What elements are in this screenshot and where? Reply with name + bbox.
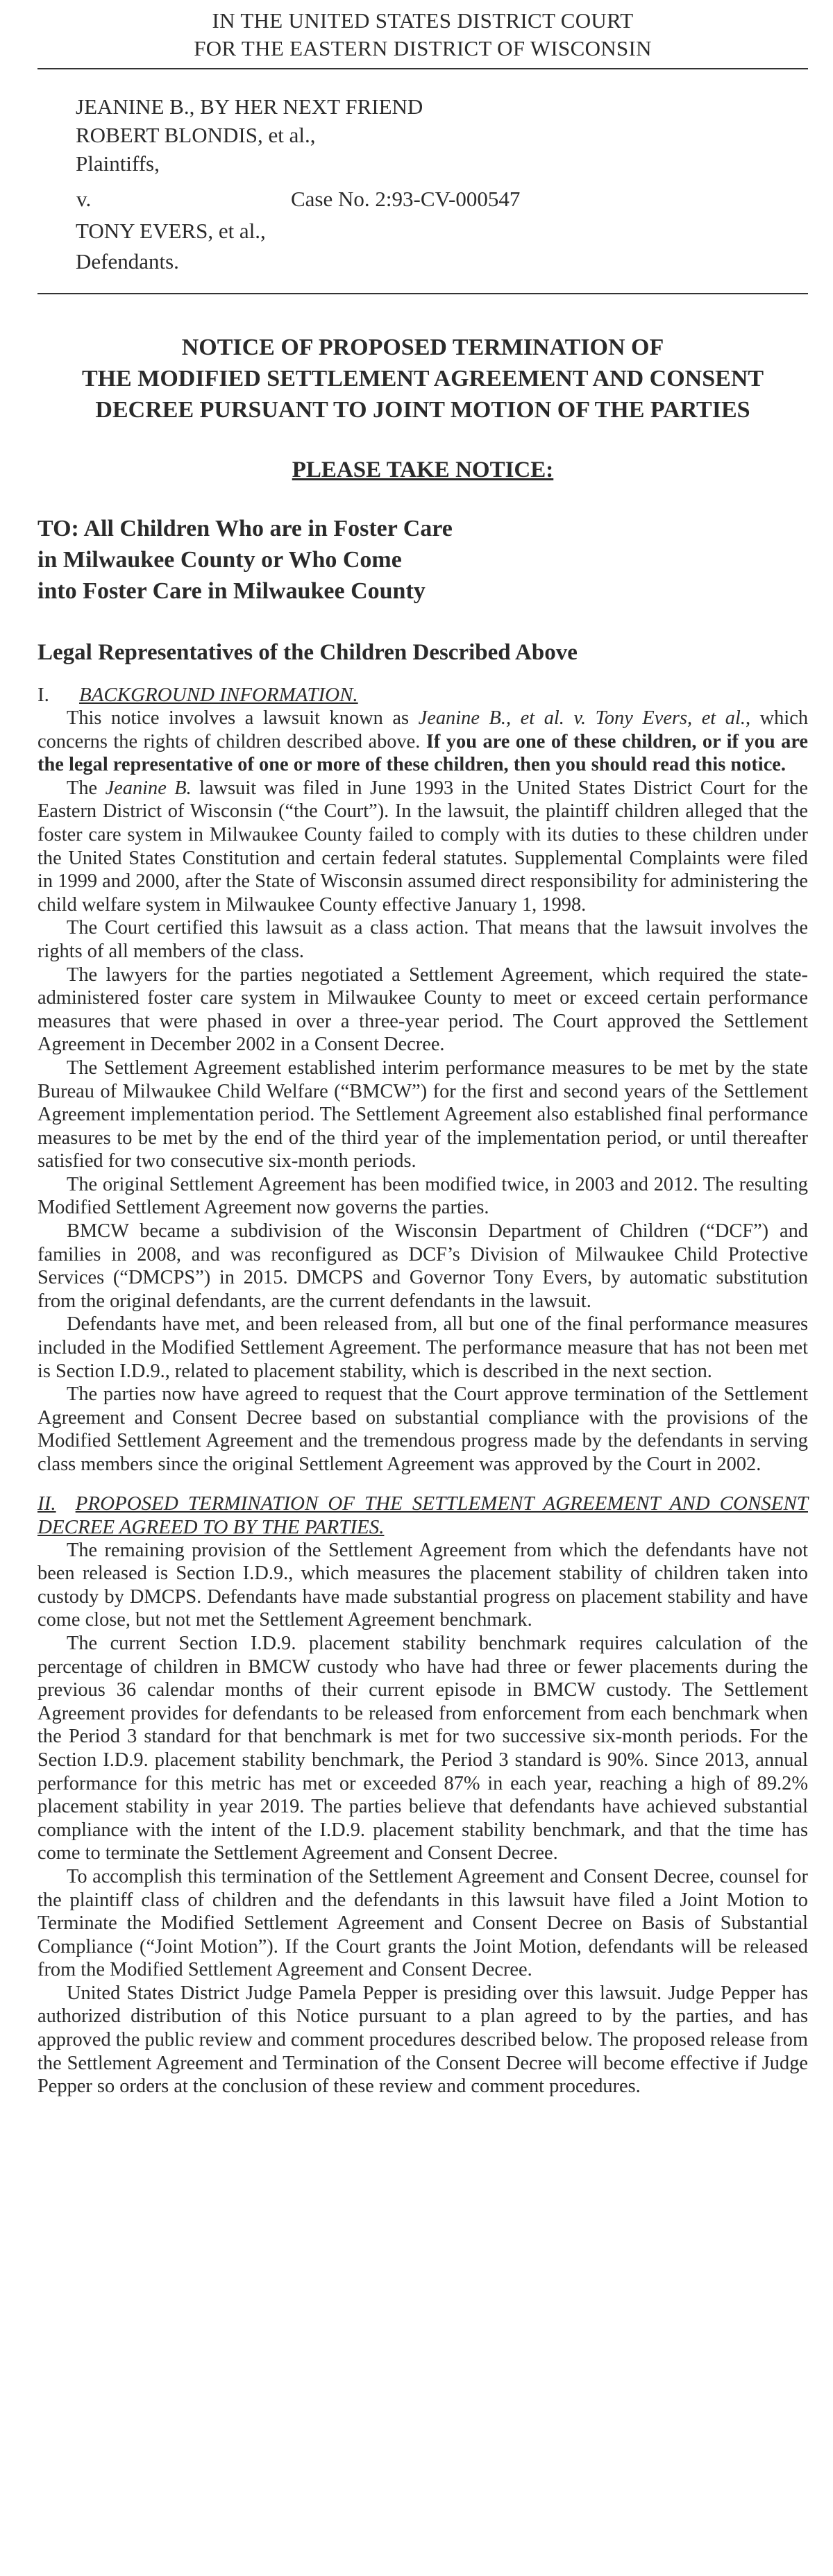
text-run: The [67, 777, 106, 799]
paragraph: The current Section I.D.9. placement stability benchmark requires calculation of the percentage of children in BMCW custody who have had three or fewer placements during the previous 36 calendar months of their current episode in BMCW custody. The Settlement Agreement provides for defendants to be released from enforcement from each benchmark when the Period 3 standard for that benchmark is met for two successive six-month periods. For the Section I.D.9. placement stability benchmark, the Period 3 standard is 90%. Since 2013, annual performance for this metric has met or exceeded 87% in each year, reaching a high of 89.2% placement stability in year 2019. The parties believe that defendants have achieved substantial compliance with the intent of the I.D.9. placement stability benchmark, and that the time has come to terminate the Settlement Agreement and Consent Decree. [37, 1632, 808, 1864]
plaintiffs-label: Plaintiffs, [76, 151, 160, 176]
bold-text: If you are one of these children, or if you are the legal representative of one or more of these children, then you should read this notice. [37, 730, 809, 776]
paragraph: To accomplish this termination of the Settlement Agreement and Consent Decree, counsel for the plaintiff class of children and the defendants in this lawsuit have filed a Joint Motion to Terminate the Modified Settlement Agreement and Consent Decree on Basis of Substantial Compliance (“Joint Motion”). If the Court grants the Joint Motion, defendants will be released from the Modified Settlement Agreement and Consent Decree. [37, 1865, 808, 1981]
paragraph: The remaining provision of the Settlement Agreement from which the defendants have not been released is Section I.D.9., which measures the placement stability of children taken into custody by DMCPS. Defendants have made substantial progress on placement stability and have come close, but not met the Settlement Agreement benchmark. [37, 1539, 808, 1631]
versus: v. [76, 187, 92, 211]
text-run: This notice involves a lawsuit known as [67, 707, 419, 729]
case-name: Jeanine B. [105, 777, 192, 799]
paragraph: BMCW became a subdivision of the Wisconsin Department of Children (“DCF”) and families in 2008, and was reconfigured as DCF’s Division of Milwaukee Child Protective Services (“DMCPS”) in 2015. DMCPS and Governor Tony Evers, by automatic substitution from the original defendants, are the current defendants in the lawsuit. [37, 1220, 808, 1312]
court-header [37, 7, 808, 62]
divider [37, 293, 808, 294]
paragraph: United States District Judge Pamela Pepper is presiding over this lawsuit. Judge Pepper has authorized distribution of this Notice pursuant to a plan agreed to by the parties, and has approved the public review and comment procedures described below. The proposed release from the Settlement Agreement and Termination of the Consent Decree will become effective if Judge Pepper so orders at the conclusion of these review and comment procedures. [37, 1982, 808, 2098]
notice-title [37, 332, 808, 426]
addressee-line-2: in Milwaukee County or Who Come [37, 547, 402, 573]
case-name: Jeanine B., et al. v. Tony Evers, et al. [418, 707, 746, 729]
paragraph: Defendants have met, and been released from, all but one of the final performance measures included in the Modified Settlement Agreement. The performance measure that has not been met is Section I.D.9., related to placement stability, which is described in the next section. [37, 1313, 808, 1382]
court-district-line: FOR THE EASTERN DISTRICT OF WISCONSIN [194, 36, 652, 60]
title-line-1: NOTICE OF PROPOSED TERMINATION OF [181, 335, 664, 360]
title-line-3: DECREE PURSUANT TO JOINT MOTION OF THE PARTIES [95, 397, 750, 423]
legal-representatives: Legal Representatives of the Children Described Above [37, 640, 578, 665]
text-run: lawsuit was filed in June 1993 in the United States District Court for the Eastern District of Wisconsin (“the Court”). In the lawsuit, the plaintiff children alleged that the foster care system in Milwaukee County failed to comply with its duties to these children under the United States Constitution and certain federal statutes. Supplemental Complaints were filed in 1999 and 2000, after the State of Wisconsin assumed direct responsibility for administering the child welfare system in Milwaukee County effective January 1, 1998. [37, 777, 808, 916]
please-take-notice: PLEASE TAKE NOTICE: [292, 457, 554, 482]
court-name-line: IN THE UNITED STATES DISTRICT COURT [212, 8, 634, 33]
defendant-line: TONY EVERS, et al., [76, 219, 266, 243]
paragraph: The lawyers for the parties negotiated a Settlement Agreement, which required the state-administered foster care system in Milwaukee County to meet or exceed certain performance measures that were phased in over a three-year period. The Court approved the Settlement Agreement in December 2002 in a Consent Decree. [37, 963, 808, 1056]
defendants-label: Defendants. [76, 249, 179, 273]
paragraph: The Settlement Agreement established interim performance measures to be met by the state Bureau of Milwaukee Child Welfare (“BMCW”) for the first and second years of the Settlement Agreement implementation period. The Settlement Agreement also established final performance measures to be met by the end of the third year of the implementation period, or until thereafter satisfied for two consecutive six-month periods. [37, 1057, 808, 1172]
text-run: , which concerns the rights of children described above. [37, 707, 809, 752]
section-2-heading [37, 1492, 808, 1539]
section-number: II. [37, 1492, 56, 1515]
section-1-heading [37, 683, 808, 707]
paragraph [37, 707, 808, 777]
addressee-line-3: into Foster Care in Milwaukee County [37, 578, 426, 604]
plaintiff-line-2: ROBERT BLONDIS, et al., [76, 123, 316, 147]
paragraph [37, 777, 808, 917]
paragraph: The Court certified this lawsuit as a class action. That means that the lawsuit involves the rights of all members of the class. [37, 917, 808, 962]
section-title: BACKGROUND INFORMATION. [79, 684, 358, 706]
addressee-line-1: TO: All Children Who are in Foster Care [37, 516, 453, 541]
addressee-block [37, 513, 808, 607]
title-line-2: THE MODIFIED SETTLEMENT AGREEMENT AND CONSENT [81, 366, 764, 392]
plaintiff-line-1: JEANINE B., BY HER NEXT FRIEND [76, 94, 423, 119]
case-number: Case No. 2:93-CV-000547 [291, 187, 521, 211]
paragraph: The original Settlement Agreement has been modified twice, in 2003 and 2012. The resulting Modified Settlement Agreement now governs the parties. [37, 1173, 808, 1219]
case-caption [37, 69, 808, 305]
section-number: I. [37, 684, 49, 706]
paragraph: The parties now have agreed to request that the Court approve termination of the Settlement Agreement and Consent Decree based on substantial compliance with the provisions of the Modified Settlement Agreement and the tremendous progress made by the defendants in serving class members since the original Settlement Agreement was approved by the Court in 2002. [37, 1383, 808, 1475]
section-title: PROPOSED TERMINATION OF THE SETTLEMENT AGREEMENT AND CONSENT DECREE AGREED TO BY THE PARTIES. [37, 1492, 808, 1538]
